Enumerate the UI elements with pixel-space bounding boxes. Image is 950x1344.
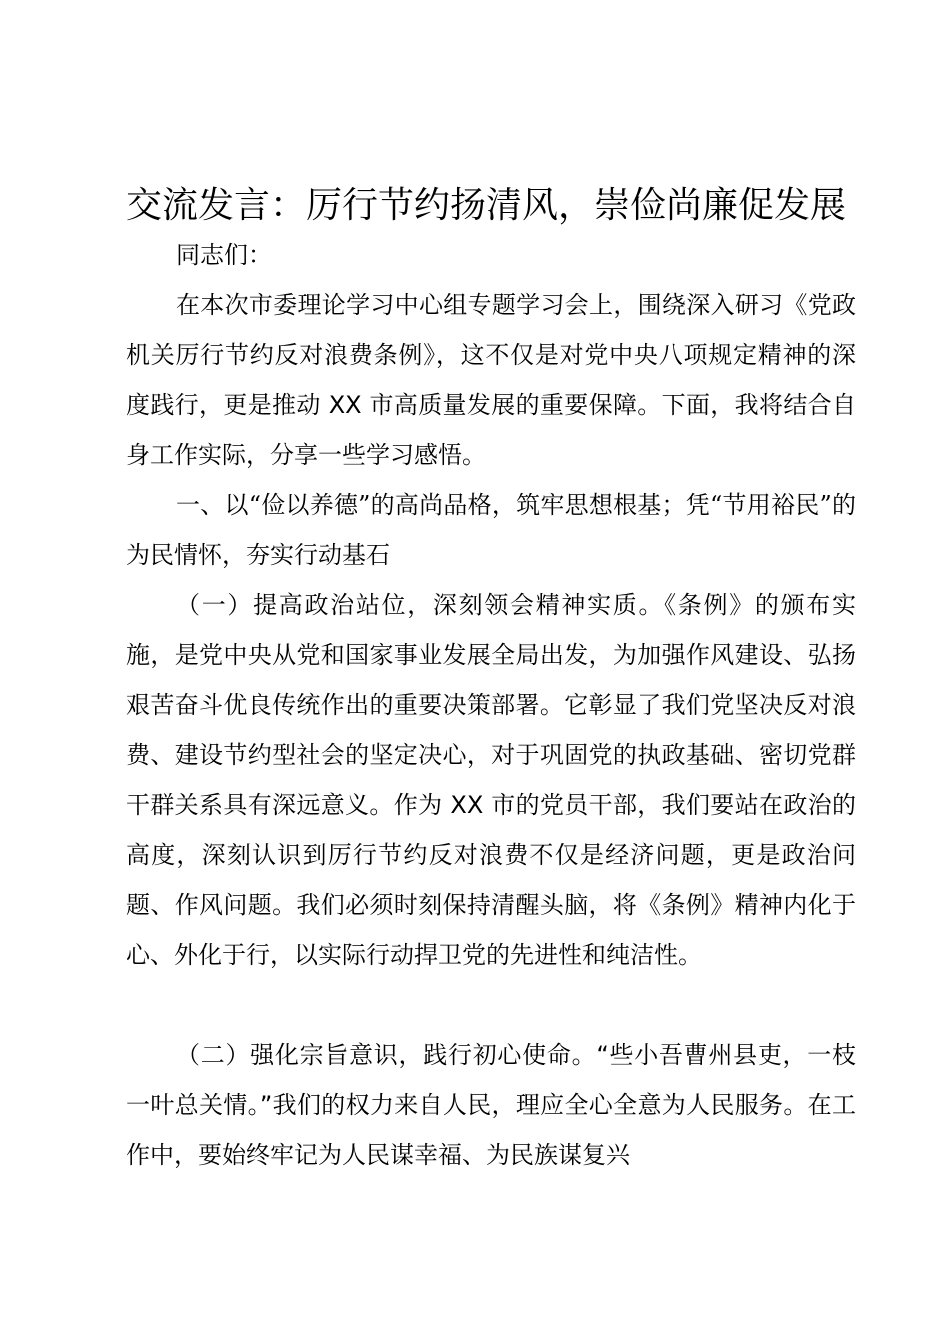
section-two-paragraph: （二）强化宗旨意识，践行初心使命。“些小吾曹州县吏，一枝一叶总关情。”我们的权力来自人民，理应全心全意为人民服务。在工作中，要始终牢记为人民谋幸福、为民族谋复兴 [126, 1041, 856, 1169]
section-one-paragraph: （一）提高政治站位，深刻领会精神实质。《条例》的颁布实施，是党中央从党和国家事业发展全局出发，为加强作风建设、弘扬艰苦奋斗优良传统作出的重要决策部署。它彰显了我们党坚决反对浪费、建设节约型社会的坚定决心，对于巩固党的执政基础、密切党群干群关系具有深远意义。作为 XX 市的党员干部，我们要站在政治的高度，深刻认识到厉行节约反对浪费不仅是经济问题，更是政治问题、作风问题。我们必须时刻保持清醒头脑，将《条例》精神内化于心、外化于行，以实际行动捍卫党的先进性和纯洁性。 [126, 591, 856, 969]
salutation: 同志们： [176, 241, 272, 269]
section-heading-one: 一、以“俭以养德”的高尚品格，筑牢思想根基；凭“节用裕民”的为民情怀，夯实行动基石 [126, 491, 856, 569]
document-title: 交流发言：厉行节约扬清风，崇俭尚廉促发展 [126, 185, 847, 226]
intro-paragraph: 在本次市委理论学习中心组专题学习会上，围绕深入研习《党政机关厉行节约反对浪费条例》，这不仅是对党中央八项规定精神的深度践行，更是推动 XX 市高质量发展的重要保障。下面，我将结合自身工作实际，分享一些学习感悟。 [126, 291, 856, 469]
